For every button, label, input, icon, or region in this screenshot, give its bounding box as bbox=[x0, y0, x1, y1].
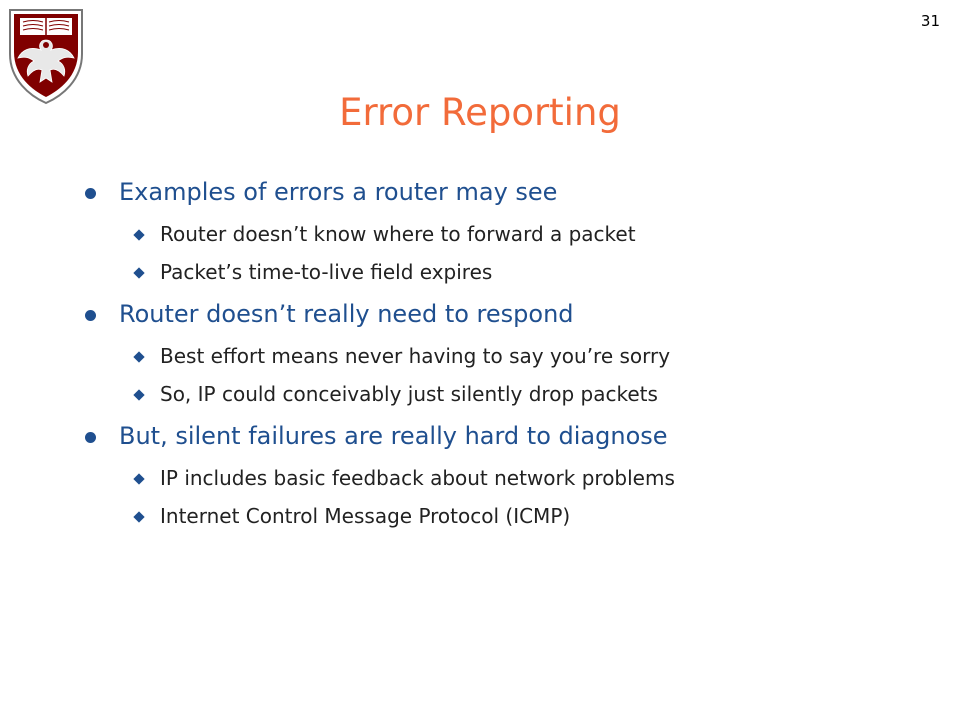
bullet-dot-icon bbox=[85, 432, 96, 443]
sub-bullet-text: Internet Control Message Protocol (ICMP) bbox=[160, 504, 571, 528]
bullet-text: Router doesn’t really need to respond bbox=[119, 300, 574, 328]
sub-bullet-text: So, IP could conceivably just silently drop packets bbox=[160, 382, 658, 406]
page-number: 31 bbox=[920, 12, 940, 30]
diamond-bullet-icon bbox=[133, 511, 144, 522]
sub-bullet-item bbox=[83, 504, 943, 528]
sub-bullet-text: Router doesn’t know where to forward a packet bbox=[160, 222, 636, 246]
sub-bullet-text: Packet’s time-to-live field expires bbox=[160, 260, 493, 284]
sub-bullet-text: IP includes basic feedback about network problems bbox=[160, 466, 675, 490]
sub-bullet-item bbox=[83, 344, 943, 368]
bullet-item bbox=[83, 420, 943, 452]
bullet-text: Examples of errors a router may see bbox=[119, 178, 558, 206]
sub-bullet-item bbox=[83, 382, 943, 406]
sub-bullet-item bbox=[83, 466, 943, 490]
sub-bullet-item bbox=[83, 260, 943, 284]
diamond-bullet-icon bbox=[133, 267, 144, 278]
diamond-bullet-icon bbox=[133, 351, 144, 362]
bullet-item bbox=[83, 176, 943, 208]
bullet-dot-icon bbox=[85, 310, 96, 321]
bullet-text: But, silent failures are really hard to diagnose bbox=[119, 422, 668, 450]
sub-bullet-item bbox=[83, 222, 943, 246]
diamond-bullet-icon bbox=[133, 229, 144, 240]
sub-bullet-text: Best effort means never having to say you’re sorry bbox=[160, 344, 671, 368]
diamond-bullet-icon bbox=[133, 473, 144, 484]
bullet-item bbox=[83, 298, 943, 330]
bullet-list bbox=[83, 170, 943, 528]
slide-title: Error Reporting bbox=[339, 91, 621, 134]
bullet-dot-icon bbox=[85, 188, 96, 199]
diamond-bullet-icon bbox=[133, 389, 144, 400]
